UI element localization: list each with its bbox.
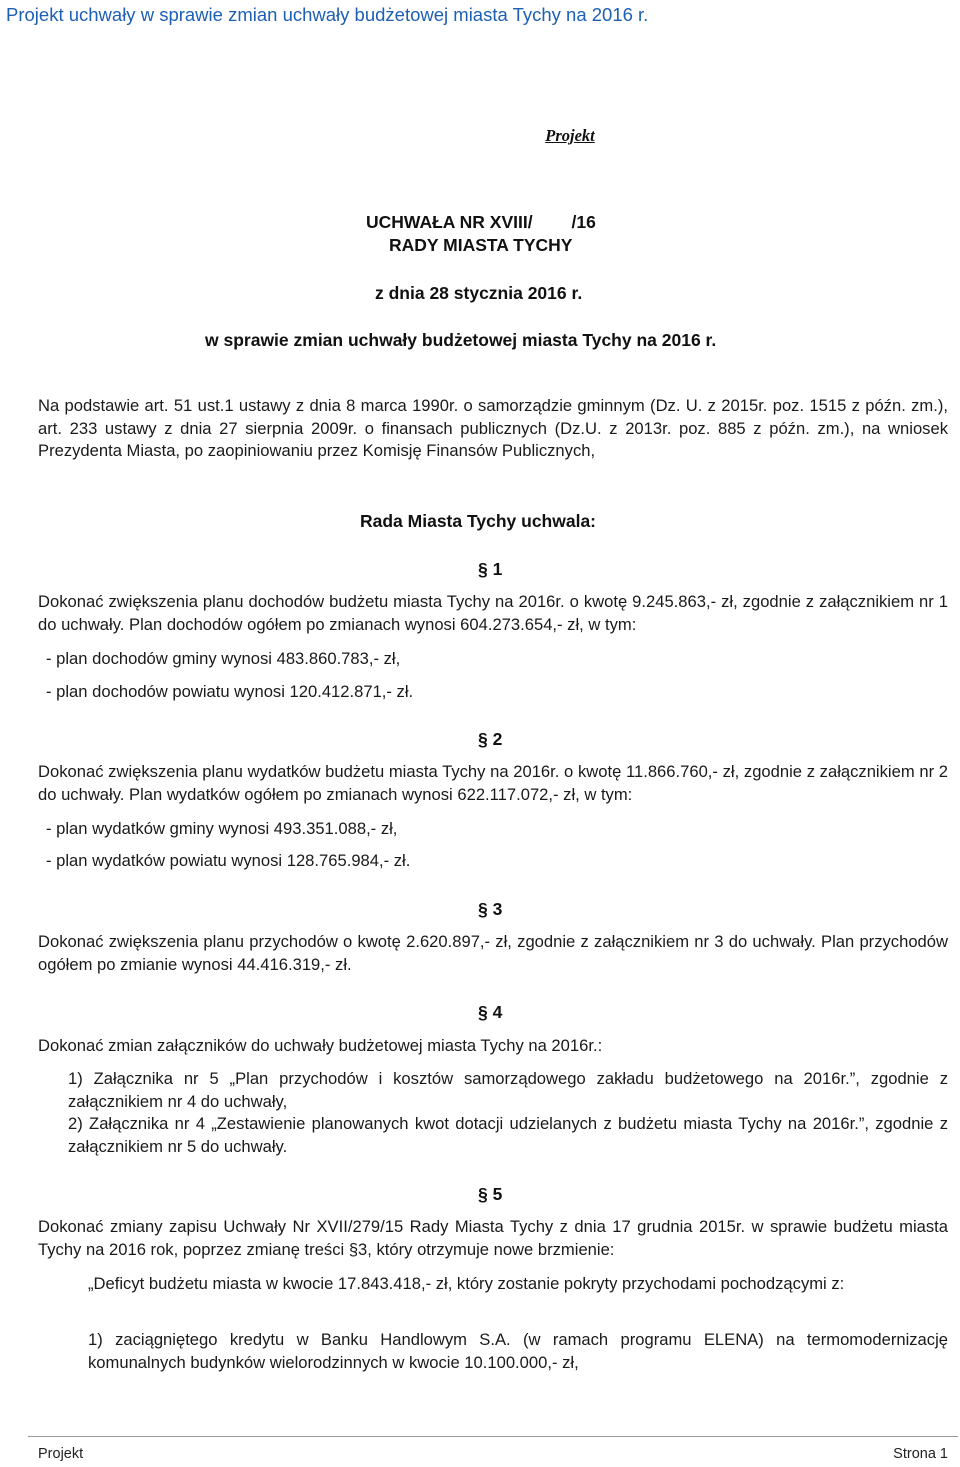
section-1-item-1: - plan dochodów gminy wynosi 483.860.783,- zł,	[46, 649, 401, 668]
footer-label: Projekt	[38, 1446, 84, 1462]
section-5-text: Dokonać zmiany zapisu Uchwały Nr XVII/279/15 Rady Miasta Tychy z dnia 17 grudnia 2015r. w sprawie budżetu miasta Tychy na 2016 rok, poprzez zmianę treści §3, który otrzymuje nowe brzmienie:	[38, 1217, 948, 1259]
section-3-text: Dokonać zwiększenia planu przychodów o kwotę 2.620.897,- zł, zgodnie z załącznikiem nr 3 do uchwały. Plan przychodów ogółem po zmianie wynosi 44.416.319,- zł.	[38, 932, 948, 974]
page-number: Strona 1	[893, 1446, 948, 1462]
section-2-item-2: - plan wydatków powiatu wynosi 128.765.984,- zł.	[46, 851, 411, 870]
section-5-quote: „Deficyt budżetu miasta w kwocie 17.843.418,- zł, który zostanie pokryty przychodami pochodzącymi z:	[88, 1274, 845, 1293]
section-1-text: Dokonać zwiększenia planu dochodów budżetu miasta Tychy na 2016r. o kwotę 9.245.863,- zł, zgodnie z załącznikiem nr 1 do uchwały. Plan dochodów ogółem po zmianach wynosi 604.273.654,- zł, w tym:	[38, 592, 948, 634]
section-5-mark: § 5	[478, 1184, 503, 1204]
section-4-mark: § 4	[478, 1002, 503, 1022]
section-4-item-2: 2) Załącznika nr 4 „Zestawienie planowanych kwot dotacji udzielanych z budżetu miasta Tychy na 2016r.”, zgodnie z załącznikiem nr 5 do uchwały.	[68, 1114, 948, 1156]
section-1-mark: § 1	[478, 559, 503, 579]
resolution-number: UCHWAŁA NR XVIII/ /16	[366, 212, 596, 232]
council-name: RADY MIASTA TYCHY	[389, 235, 573, 255]
section-2-text: Dokonać zwiększenia planu wydatków budżetu miasta Tychy na 2016r. o kwotę 11.866.760,- zł, zgodnie z załącznikiem nr 2 do uchwały. Plan wydatków ogółem po zmianach wynosi 622.117.072,- zł, w tym:	[38, 762, 948, 804]
section-5-quote-item: 1) zaciągniętego kredytu w Banku Handlowym S.A. (w ramach programu ELENA) na termomodernizację komunalnych budynków wielorodzinnych w kwocie 10.100.000,- zł,	[88, 1330, 948, 1372]
section-2-mark: § 2	[478, 729, 503, 749]
section-1-item-2: - plan dochodów powiatu wynosi 120.412.871,- zł.	[46, 682, 414, 701]
resolution-date: z dnia 28 stycznia 2016 r.	[375, 283, 583, 303]
section-4-item-1: 1) Załącznika nr 5 „Plan przychodów i kosztów samorządowego zakładu budżetowego na 2016r.”, zgodnie z załącznikiem nr 4 do uchwały,	[68, 1069, 948, 1111]
projekt-mark: Projekt	[545, 126, 595, 145]
section-2-item-1: - plan wydatków gminy wynosi 493.351.088,- zł,	[46, 819, 398, 838]
footer-divider	[28, 1436, 958, 1437]
resolves-heading: Rada Miasta Tychy uchwala:	[360, 511, 597, 531]
document-header-title: Projekt uchwały w sprawie zmian uchwały budżetowej miasta Tychy na 2016 r.	[6, 4, 649, 25]
preamble: Na podstawie art. 51 ust.1 ustawy z dnia 8 marca 1990r. o samorządzie gminnym (Dz. U. z 2015r. poz. 1515 z późn. zm.), art. 233 ustawy z dnia 27 sierpnia 2009r. o finansach publicznych (Dz.U. z 2013r. poz. 885 z późn. zm.), na wniosek Prezydenta Miasta, po zaopiniowaniu przez Komisję Finansów Publicznych,	[38, 396, 948, 460]
resolution-subject: w sprawie zmian uchwały budżetowej miasta Tychy na 2016 r.	[205, 330, 717, 350]
section-4-text: Dokonać zmian załączników do uchwały budżetowej miasta Tychy na 2016r.:	[38, 1036, 603, 1055]
section-3-mark: § 3	[478, 899, 503, 919]
